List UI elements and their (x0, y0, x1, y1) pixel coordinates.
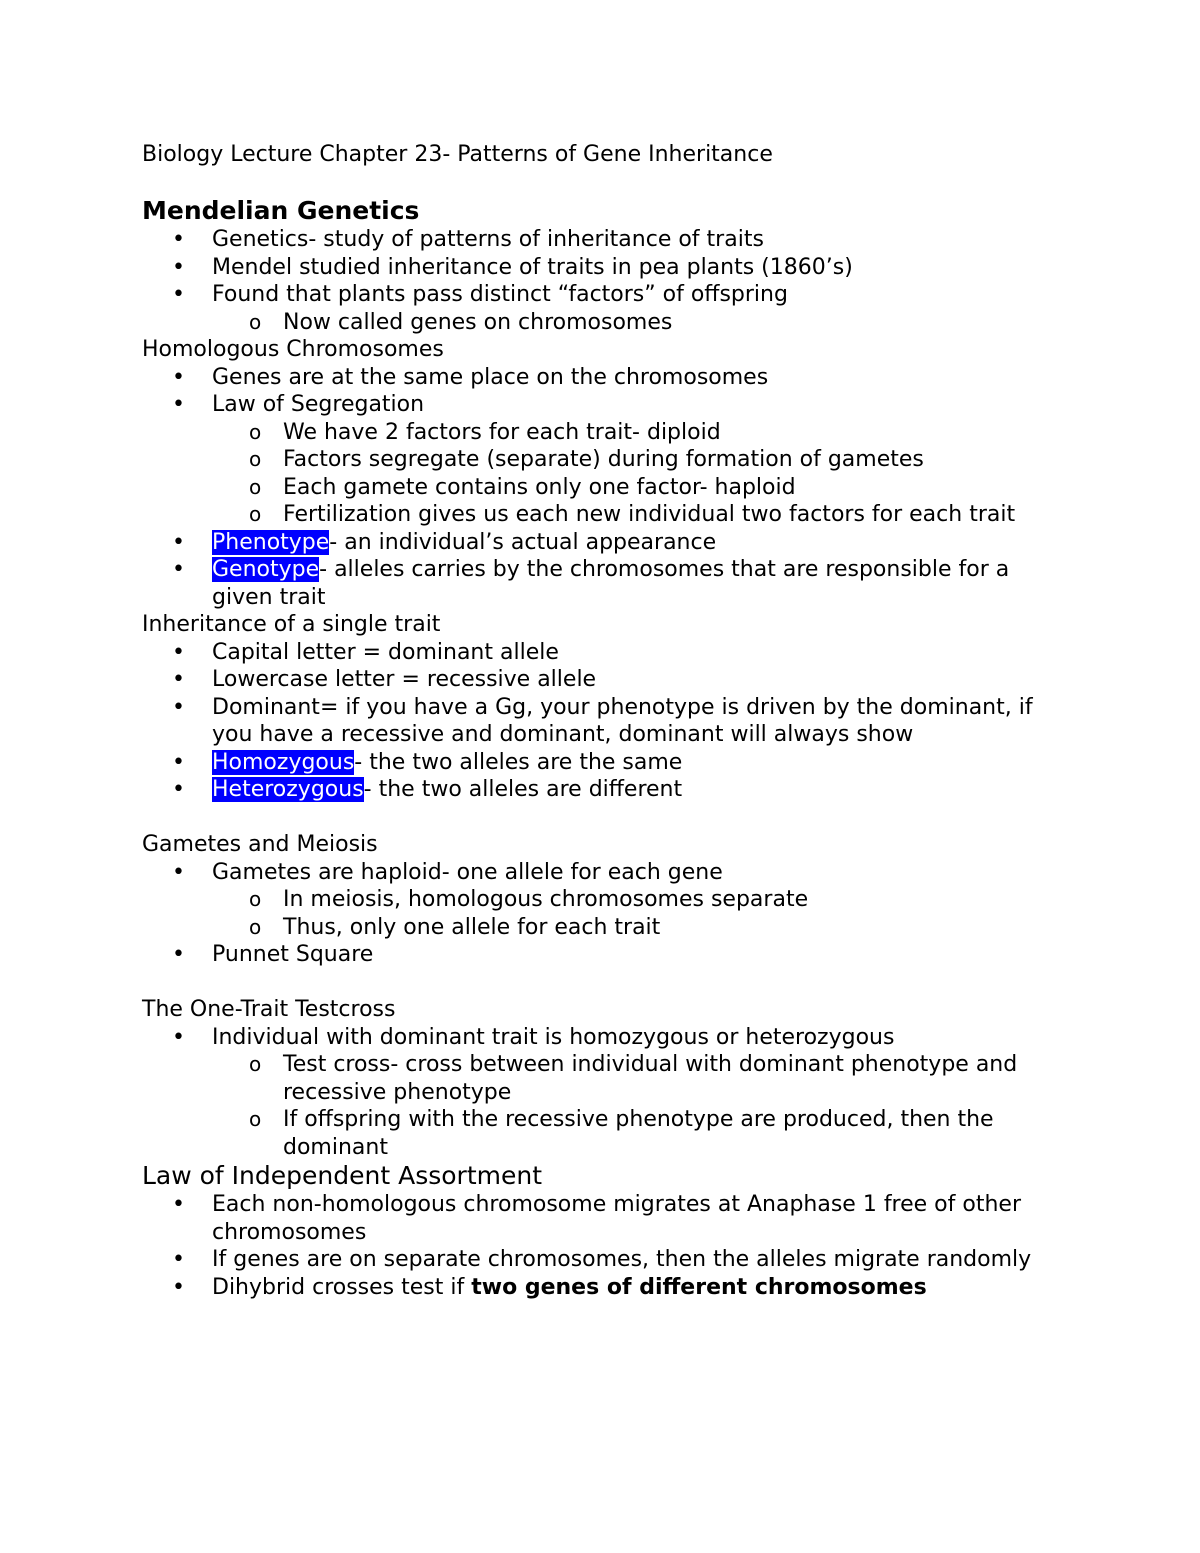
list-item: • Found that plants pass distinct “factors” of offspring (142, 281, 1062, 309)
list-item: • Each non-homologous chromosome migrates at Anaphase 1 free of other chromosomes (142, 1191, 1062, 1246)
section-heading-independent-assortment: Law of Independent Assortment (142, 1161, 542, 1190)
sub-list-item: o Factors segregate (separate) during formation of gametes (142, 446, 1062, 474)
term-definition: - an individual’s actual appearance (329, 529, 717, 555)
section-heading-homologous-chromosomes: Homologous Chromosomes (142, 337, 444, 362)
list-item: • Individual with dominant trait is homozygous or heterozygous (142, 1024, 1062, 1052)
list-item-dihybrid (142, 1274, 1062, 1302)
sub-list-item: o In meiosis, homologous chromosomes separate (142, 886, 1062, 914)
section-heading-one-trait-testcross: The One-Trait Testcross (142, 997, 396, 1022)
single-trait-list (142, 639, 1062, 804)
list-item-homozygous (142, 749, 1062, 777)
list-item: • If genes are on separate chromosomes, then the alleles migrate randomly (142, 1246, 1062, 1274)
homologous-list (142, 364, 1062, 612)
dihybrid-prefix: Dihybrid crosses test if (212, 1274, 472, 1300)
sub-list-item: o If offspring with the recessive phenotype are produced, then the dominant (142, 1106, 1062, 1161)
sub-list-item: o Test cross- cross between individual with dominant phenotype and recessive phenotype (142, 1051, 1062, 1106)
list-item: • Mendel studied inheritance of traits in pea plants (1860’s) (142, 254, 1062, 282)
list-item: • Punnet Square (142, 941, 1062, 969)
testcross-list (142, 1024, 1062, 1162)
sub-list-item: o Fertilization gives us each new individual two factors for each trait (142, 501, 1062, 529)
list-item: • Law of Segregation (142, 391, 1062, 419)
section-heading-mendelian-genetics: Mendelian Genetics (142, 196, 420, 225)
list-item: • Genetics- study of patterns of inheritance of traits (142, 226, 1062, 254)
list-item: • Gametes are haploid- one allele for each gene (142, 859, 1062, 887)
section-heading-gametes-meiosis: Gametes and Meiosis (142, 832, 378, 857)
highlighted-term: Homozygous (212, 749, 355, 775)
list-item-heterozygous (142, 776, 1062, 804)
sub-list-item: o Each gamete contains only one factor- haploid (142, 474, 1062, 502)
document-page (142, 140, 1062, 1301)
list-item: • Capital letter = dominant allele (142, 639, 1062, 667)
list-item: • Lowercase letter = recessive allele (142, 666, 1062, 694)
blank-line (142, 804, 1062, 832)
term-definition: - alleles carries by the chromosomes that are responsible for a given trait (212, 557, 1010, 610)
list-item: • Dominant= if you have a Gg, your phenotype is driven by the dominant, if you have a recessive and dominant, dominant will always show (142, 694, 1062, 749)
sub-list-item: o Now called genes on chromosomes (142, 309, 1062, 337)
term-definition: - the two alleles are different (363, 777, 683, 802)
section-heading-inheritance-single-trait: Inheritance of a single trait (142, 612, 441, 637)
highlighted-term: Genotype (212, 557, 320, 582)
highlighted-term: Phenotype (212, 529, 330, 555)
highlighted-term: Heterozygous (212, 777, 364, 802)
blank-line (142, 969, 1062, 997)
sub-list-item: o Thus, only one allele for each trait (142, 914, 1062, 942)
sub-list-item: o We have 2 factors for each trait- diploid (142, 419, 1062, 447)
mendelian-list (142, 226, 1062, 336)
list-item: • Genes are at the same place on the chromosomes (142, 364, 1062, 392)
list-item-phenotype (142, 529, 1062, 557)
document-title: Biology Lecture Chapter 23- Patterns of Gene Inheritance (142, 142, 773, 167)
independent-list (142, 1191, 1062, 1301)
term-definition: - the two alleles are the same (354, 749, 683, 775)
list-item-genotype (142, 556, 1062, 611)
bold-text: two genes of different chromosomes (471, 1274, 927, 1300)
gametes-list (142, 859, 1062, 969)
